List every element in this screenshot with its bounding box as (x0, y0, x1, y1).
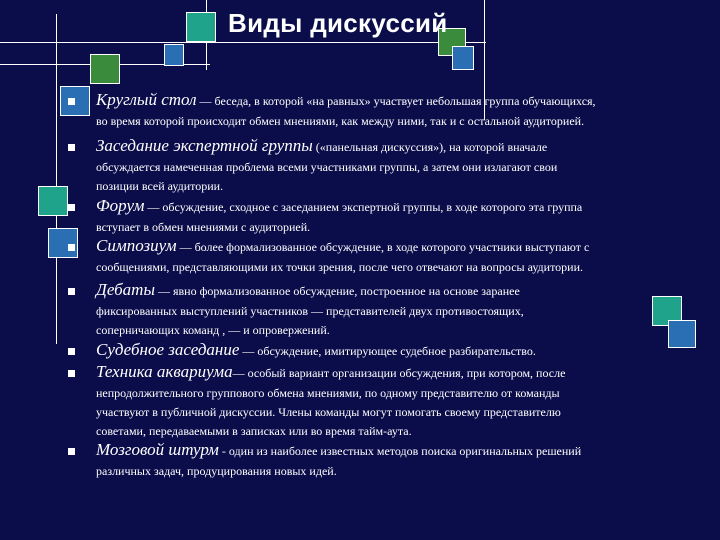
page-title: Виды дискуссий (228, 8, 448, 38)
item-term: Судебное заседание (96, 340, 240, 359)
item-desc: явно формализованное обсуждение, построенное на основе заранее (172, 284, 520, 298)
bullet-icon (68, 348, 75, 355)
bullet-icon (68, 370, 75, 377)
bullet-icon (68, 288, 75, 295)
item-desc: («панельная дискуссия»), на которой вначале (315, 140, 548, 154)
bullet-icon (68, 98, 75, 105)
item-desc: особый вариант организации обсуждения, при котором, после (247, 366, 566, 380)
item-term: Симпозиум (96, 236, 177, 255)
item-term: Заседание экспертной группы (96, 136, 313, 155)
item-desc: более формализованное обсуждение, в ходе которого участники выступают с (194, 240, 590, 254)
bullet-icon (68, 244, 75, 251)
item-desc: один из наиболее известных методов поиска оригинальных решений (228, 444, 582, 458)
item-term: Дебаты (96, 280, 155, 299)
item-term: Форум (96, 196, 145, 215)
item-desc: обсуждение, сходное с заседанием экспертной группы, в ходе которого эта группа (162, 200, 583, 214)
item-term: Круглый стол (96, 90, 197, 109)
item-term: Мозговой штурм (96, 440, 219, 459)
item-term: Техника аквариума (96, 362, 233, 381)
discussion-types-list: Круглый стол — беседа, в которой «на равных» участвует небольшая группа обучающихся, во время которой происходит обмен мнениями, как между ними, так и с остальной аудиторией. Заседание экспертной группы («панельная дискуссия»), на которой вначале обсуждается намеченная проблема всеми участниками группы, а затем они излагают свои позиции всей аудитории. Форум — обсуждение, сходное с заседанием экспертной группы, в ходе которого эта группа вступает в обмен мнениями с аудиторией. Симпозиум — более формализованное обсуждение, в ходе которого участники выступают с сообщениями, представляющими их точки зрения, после чего отвечают на вопросы аудитории. Дебаты — явно формализованное обсуждение, построенное на основе заранее фиксированных выступлений участников — представителей двух противостоящих, соперничающих команд , — и опровержений. Судебное заседание — обсуждение, имитирующее судебное разбирательство. Техника аквариума— особый вариант организации обсуждения, при котором, после непродолжительного группового обмена мнениями, по одному представителю от команды участвуют в публичной дискуссии. Члены команды могут помогать своему представителю советами, передаваемыми в записках или во время тайм-аута. Мозговой штурм - один из наиболее известных методов поиска оригинальных решений различных задач, продуцирования новых идей. (0, 0, 720, 540)
item-desc: беседа, в которой «на равных» участвует небольшая группа обучающихся, (214, 94, 596, 108)
item-desc: обсуждение, имитирующее судебное разбирательство. (257, 344, 536, 358)
bullet-icon (68, 204, 75, 211)
bullet-icon (68, 144, 75, 151)
bullet-icon (68, 448, 75, 455)
